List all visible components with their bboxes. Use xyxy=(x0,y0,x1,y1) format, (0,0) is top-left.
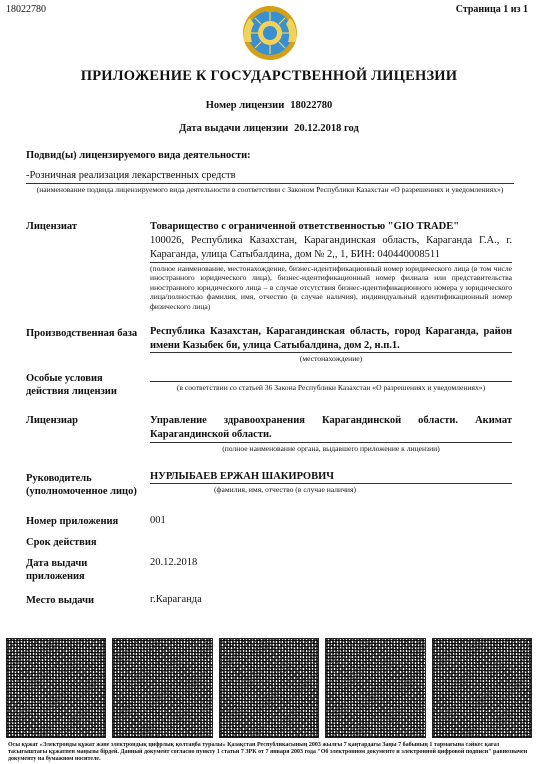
production-base-value: Республика Казахстан, Карагандинская область, город Караганда, район имени Казыбек би, улица Сатыбалдина, дом 2, н.п.1. xyxy=(150,326,512,351)
special-label-line2: действия лицензии xyxy=(26,386,117,398)
appendix-date-label-line1: Дата выдачи xyxy=(26,558,88,569)
subtype-value: -Розничная реализация лекарственных средств xyxy=(26,170,236,181)
licensor-divider xyxy=(150,442,512,443)
production-base-label: Производственная база xyxy=(26,328,138,339)
qr-code-1 xyxy=(6,638,106,738)
production-base-note: (местонахождение) xyxy=(299,354,363,363)
special-conditions-label xyxy=(26,372,117,398)
head-label xyxy=(26,472,137,498)
appendix-date-label-line2: приложения xyxy=(26,571,85,583)
state-emblem-icon xyxy=(240,4,300,62)
licensee-note: (полное наименование, местонахождение, бизнес-идентификационный номер юридического лица (в том числе иностранного юридического лица), бизнес-идентификационный номер филиала или представительства иностранного юридического лица – в случае отсутствия бизнес-идентификационного номера у юридического лица/полностью фамилия, имя, отчество (в случае наличия), индивидуальный идентификационный номер физического лица) xyxy=(150,264,512,311)
head-divider xyxy=(150,483,512,484)
subtype-divider xyxy=(26,183,514,184)
head-note: (фамилия, имя, отчество (в случае наличия) xyxy=(214,485,356,494)
license-number-row xyxy=(0,100,538,111)
subtype-note: (наименование подвида лицензируемого вида деятельности в соответствии с Законом Республики Казахстан «О разрешениях и уведомлениях») xyxy=(36,185,504,194)
qr-code-5 xyxy=(432,638,532,738)
document-title: ПРИЛОЖЕНИЕ К ГОСУДАРСТВЕННОЙ ЛИЦЕНЗИИ xyxy=(80,68,458,84)
licensor-note: (полное наименование органа, выдавшего приложение к лицензии) xyxy=(222,444,440,453)
head-label-line2: (уполномоченное лицо) xyxy=(26,486,137,498)
qr-code-3 xyxy=(219,638,319,738)
licensee-divider xyxy=(150,262,512,263)
legal-footer: Осы құжат «Электронды құжат және электрондық цифрлық қолтаңба туралы» Қазақстан Республикасының 2003 жылғы 7 қаңтардағы Заңы 7 бабының 1 тармағына сәйкес қағаз тасығыштағы құжатпен маңызы бірдей. Данный документ согласно пункту 1 статьи 7 ЗРК от 7 января 2003 года "Об электронном документе и электронной цифровой подписи" равнозначен документу на бумажном носителе. xyxy=(8,742,528,763)
licensee-label: Лицензиат xyxy=(26,221,78,232)
licensor-value: Управление здравоохранения Карагандинской области. Акимат Карагандинской области. xyxy=(150,415,512,440)
page-indicator: Страница 1 из 1 xyxy=(455,4,528,15)
license-number-value: 18022780 xyxy=(290,100,333,111)
qr-code-4 xyxy=(325,638,425,738)
licensee-address: 100026, Республика Казахстан, Карагандинская область, Караганда Г.А., г. Караганда, улица Сатыбалдина, дом № 2,, 1, БИН: 040440008511 xyxy=(150,235,512,260)
license-date-value: 20.12.2018 год xyxy=(294,123,359,134)
issue-place-value: г.Караганда xyxy=(150,594,202,605)
license-date-label: Дата выдачи лицензии xyxy=(179,123,289,134)
production-base-divider xyxy=(150,352,512,353)
subtype-heading: Подвид(ы) лицензируемого вида деятельности: xyxy=(26,150,251,161)
validity-label: Срок действия xyxy=(26,537,97,548)
licensee-name: Товарищество с ограниченной ответственностью "GIO TRADE" xyxy=(150,221,460,232)
document-number: 18022780 xyxy=(6,4,46,15)
licensor-label: Лицензиар xyxy=(26,415,78,426)
qr-code-row xyxy=(6,638,532,738)
special-divider xyxy=(150,381,512,382)
appendix-number-value: 001 xyxy=(150,515,166,526)
head-label-line1: Руководитель xyxy=(26,473,92,484)
appendix-date-value: 20.12.2018 xyxy=(150,557,198,568)
head-value: НУРЛЫБАЕВ ЕРЖАН ШАКИРОВИЧ xyxy=(150,471,334,482)
appendix-number-label: Номер приложения xyxy=(26,516,119,527)
license-number-label: Номер лицензии xyxy=(205,100,285,111)
issue-place-label: Место выдачи xyxy=(26,595,95,606)
special-label-line1: Особые условия xyxy=(26,373,103,384)
qr-code-2 xyxy=(112,638,212,738)
special-note: (в соответствии со статьей 36 Закона Республики Казахстан «О разрешениях и уведомлениях») xyxy=(176,383,486,392)
appendix-date-label xyxy=(26,557,87,583)
license-date-row xyxy=(0,123,538,134)
